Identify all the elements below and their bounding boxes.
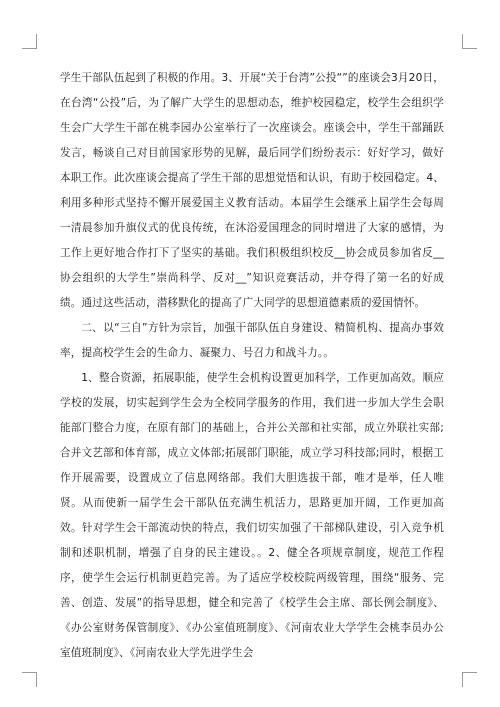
crop-mark-bottom-right — [462, 672, 477, 687]
crop-mark-top-left — [22, 34, 37, 49]
crop-mark-top-right — [462, 34, 477, 49]
paragraph-section-two-heading: 二、以“三自”方针为宗旨，加强干部队伍自身建设、精简机构、提高办事效率，提高校学生会的生命力、凝聚力、号召力和战斗力。。 — [60, 322, 444, 359]
paragraph-patriotic-activities: 学生干部队伍起到了积极的作用。3、开展“关于台湾”公投“”的座谈会3月20日，在台湾“公投”后，为了解广大学生的思想动态，维护校园稳定，校学生会组织学生会广大学生干部在桃李园办公室举行了一次座谈会。座谈会中，学生干部踊跃发言，畅谈自己对目前国家形势的见解，最后同学们纷纷表示：好好学习，做好本职工作。此次座谈会提高了学生干部的思想觉悟和认识，有助于校园稳定。4、利用多种形式坚持不懈开展爱国主义教育活动。本届学生会继承上届学生会每周一清晨参加升旗仪式的优良传统，在沐浴爱国理念的同时增进了大家的感情，为工作上更好地合作打下了坚实的基础。我们积极组织校反__协会成员参加省反__协会组织的大学生”崇尚科学、反对__”知识竞赛活动，并夺得了第一名的好成绩。通过这些活动，潜移默化的提高了广大同学的思想道德素质的爱国情怀。 — [60, 72, 444, 309]
document-body — [60, 66, 444, 666]
crop-mark-bottom-left — [22, 672, 37, 687]
paragraph-resource-integration: 1、整合资源，拓展职能，使学生会机构设置更加科学，工作更加高效。顺应学校的发展，切实起到学生会为全校同学服务的作用，我们进一步加大学生会职能部门整合力度，在原有部门的基础上，合并公关部和社实部，成立外联社实部;合并文艺部和体育部，成立文体部;拓展部门职能，成立学习科技部;同时，根据工作开展需要，设置成立了信息网络部。我们大胆选拔干部，唯才是举，任人唯贤。从而使新一届学生会干部队伍充满生机活力，思路更加开阔，工作更加高效。针对学生会干部流动快的特点，我们切实加强了干部梯队建设，引入竞争机制和述职机制，增强了自身的民主建设。。2、健全各项规章制度，规范工作程序，使学生会运行机制更趋完善。为了适应学校校院两级管理，围绕“服务、完善、创造、发展”的指导思想，健全和完善了《校学生会主席、部长例会制度》、《办公室财务保管制度》、《办公室值班制度》、《河南农业大学学生会桃李员办公室值班制度》、《河南农业大学先进学生会 — [60, 372, 444, 659]
